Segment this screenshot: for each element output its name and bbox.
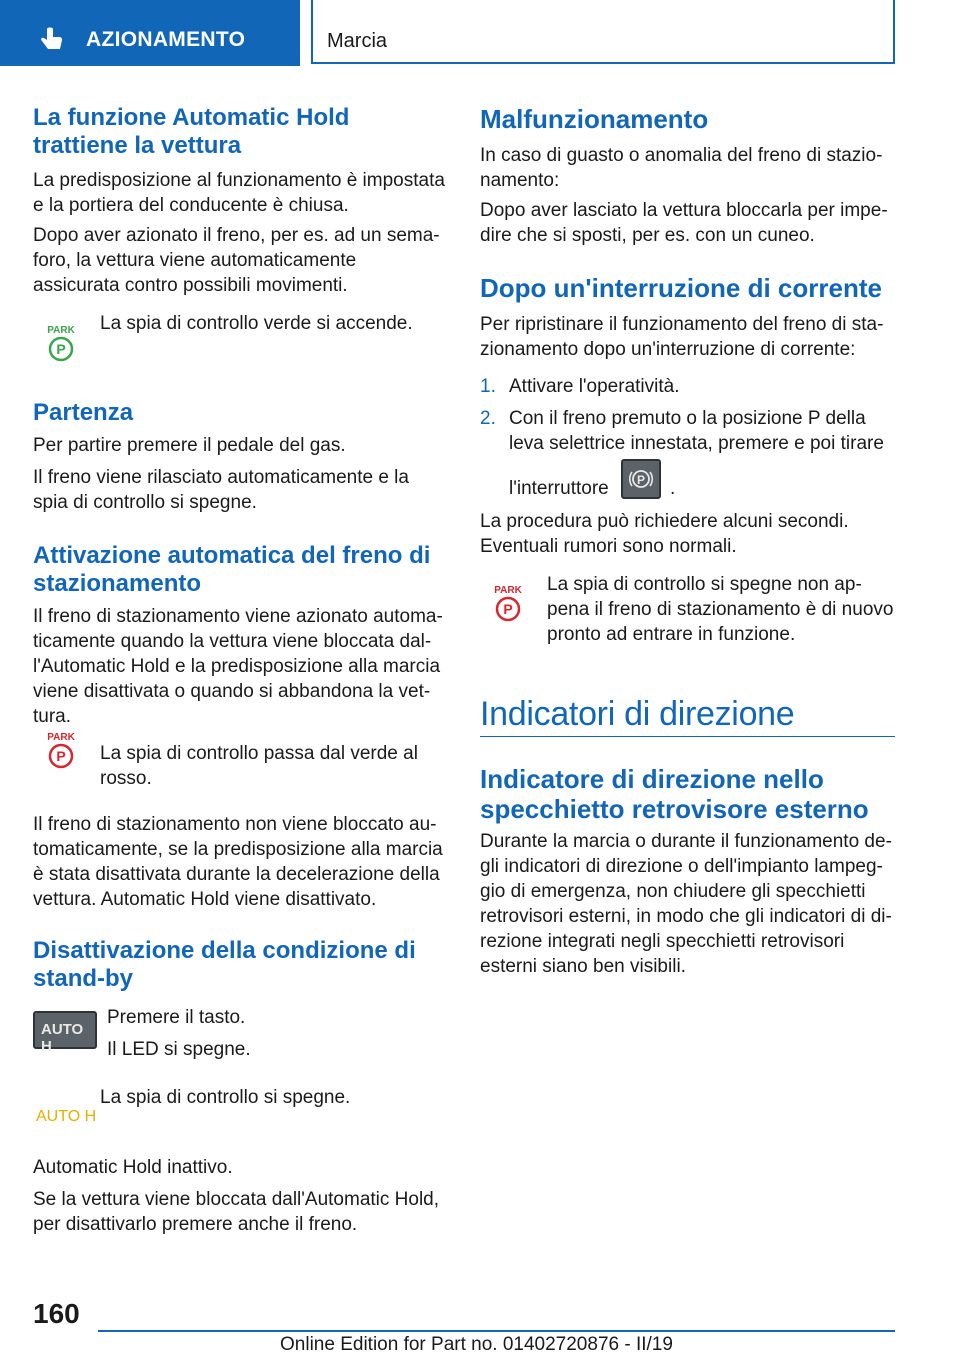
chapter-label: Marcia <box>327 30 388 52</box>
svg-text:P: P <box>636 473 646 487</box>
paragraph: In caso di guasto o anomalia del freno di stazionamento: <box>480 145 883 191</box>
section-label: AZIONAMENTO <box>86 28 246 51</box>
paragraph: Per partire premere il pedale del gas. <box>33 435 346 456</box>
svg-text:P: P <box>56 341 66 357</box>
auto-h-button-label: AUTO H <box>41 1021 84 1055</box>
paragraph: La procedura può richiedere alcuni secondi. Eventuali rumori sono normali. <box>480 511 849 557</box>
heading-specchietto: Indicatore di direzione nello specchietto retrovisore esterno <box>480 764 869 824</box>
svg-text:P: P <box>503 601 513 617</box>
section-divider <box>480 736 895 737</box>
paragraph: Il freno di stazionamento non viene bloccato automaticamente, se la predisposizione alla marcia è stata disattivata durante la decelerazione della vettura. Automatic Hold viene disattivato. <box>33 814 443 910</box>
paragraph: La predisposizione al funzionamento è impostata e la portiera del conducente è chiusa. <box>33 170 445 216</box>
page-number: 160 <box>33 1298 80 1329</box>
park-red-icon <box>41 730 81 770</box>
park-note: La spia di controllo verde si accende. <box>100 313 413 334</box>
step-text: l'interruttore <box>509 478 609 499</box>
parking-brake-symbol-icon <box>623 461 659 497</box>
footer-divider <box>98 1330 895 1332</box>
paragraph: Se la vettura viene bloccata dall'Automatic Hold, per disattivarlo premere anche il freno. <box>33 1189 440 1235</box>
park-icon-text: PARK <box>494 585 522 596</box>
step-text: Con il freno premuto o la posizione P della leva selettrice innestata, premere e poi tirare <box>509 408 884 454</box>
svg-text:P: P <box>56 748 66 764</box>
section-tab <box>0 0 300 66</box>
heading-partenza: Partenza <box>33 399 134 426</box>
heading-automatic-hold: La funzione Automatic Hold trattiene la vettura <box>33 104 350 159</box>
step-number: 2. <box>480 408 496 429</box>
edition-text: Online Edition for Part no. 01402720876 - II/19 <box>280 1334 673 1355</box>
paragraph: Automatic Hold inattivo. <box>33 1157 233 1178</box>
step-number: 1. <box>480 376 496 397</box>
heading-interruzione-corrente: Dopo un'interruzione di corrente <box>480 273 882 303</box>
heading-attivazione: Attivazione automatica del freno di stazionamento <box>33 542 431 597</box>
paragraph: Per ripristinare il funzionamento del freno di stazionamento dopo un'interruzione di corrente: <box>480 314 884 360</box>
step-text: Attivare l'operatività. <box>509 376 680 397</box>
paragraph: Il freno viene rilasciato automaticamente e la spia di controllo si spegne. <box>33 467 409 513</box>
heading-disattivazione: Disattivazione della condizione di stand-by <box>33 937 416 992</box>
paragraph: Dopo aver lasciato la vettura bloccarla per impedire che si sposti, per es. con un cuneo. <box>480 200 888 246</box>
step-text: . <box>670 478 676 499</box>
paragraph: Durante la marcia o durante il funzionamento degli indicatori di direzione o dell'impianto lampeggio di emergenza, non chiudere gli specchietti retrovisori esterni, in modo che gli indicatori di direzione integrati negli specchietti retrovisori esterni siano ben visibili. <box>480 831 892 977</box>
hand-pointer-icon <box>38 26 66 54</box>
park-icon-text: PARK <box>47 732 75 743</box>
park-icon-text: PARK <box>47 325 75 336</box>
heading-malfunzionamento: Malfunzionamento <box>480 104 709 134</box>
heading-indicatori-direzione: Indicatori di direzione <box>480 695 795 733</box>
park-note: La spia di controllo passa dal verde al rosso. <box>100 743 418 789</box>
paragraph: Premere il tasto. <box>107 1007 246 1028</box>
park-note: La spia di controllo si spegne non appena il freno di stazionamento è di nuovo pronto ad entrare in funzione. <box>547 574 894 645</box>
parking-brake-switch-icon <box>621 459 661 499</box>
paragraph: La spia di controllo si spegne. <box>100 1087 351 1108</box>
auto-h-button-icon <box>33 1011 97 1055</box>
paragraph: Il freno di stazionamento viene azionato automaticamente quando la vettura viene bloccata dall'Automatic Hold e la predisposizione alla marcia viene disattivata o quando si abbandona la vettura. <box>33 606 443 727</box>
paragraph: Dopo aver azionato il freno, per es. ad un semaforo, la vettura viene automaticamente assicurata contro possibili movimenti. <box>33 225 440 296</box>
chapter-header <box>311 0 895 64</box>
auto-h-indicator-icon: AUTO H <box>36 1108 97 1125</box>
park-green-icon <box>41 323 81 363</box>
park-red-icon <box>488 583 528 623</box>
paragraph: Il LED si spegne. <box>107 1039 251 1060</box>
